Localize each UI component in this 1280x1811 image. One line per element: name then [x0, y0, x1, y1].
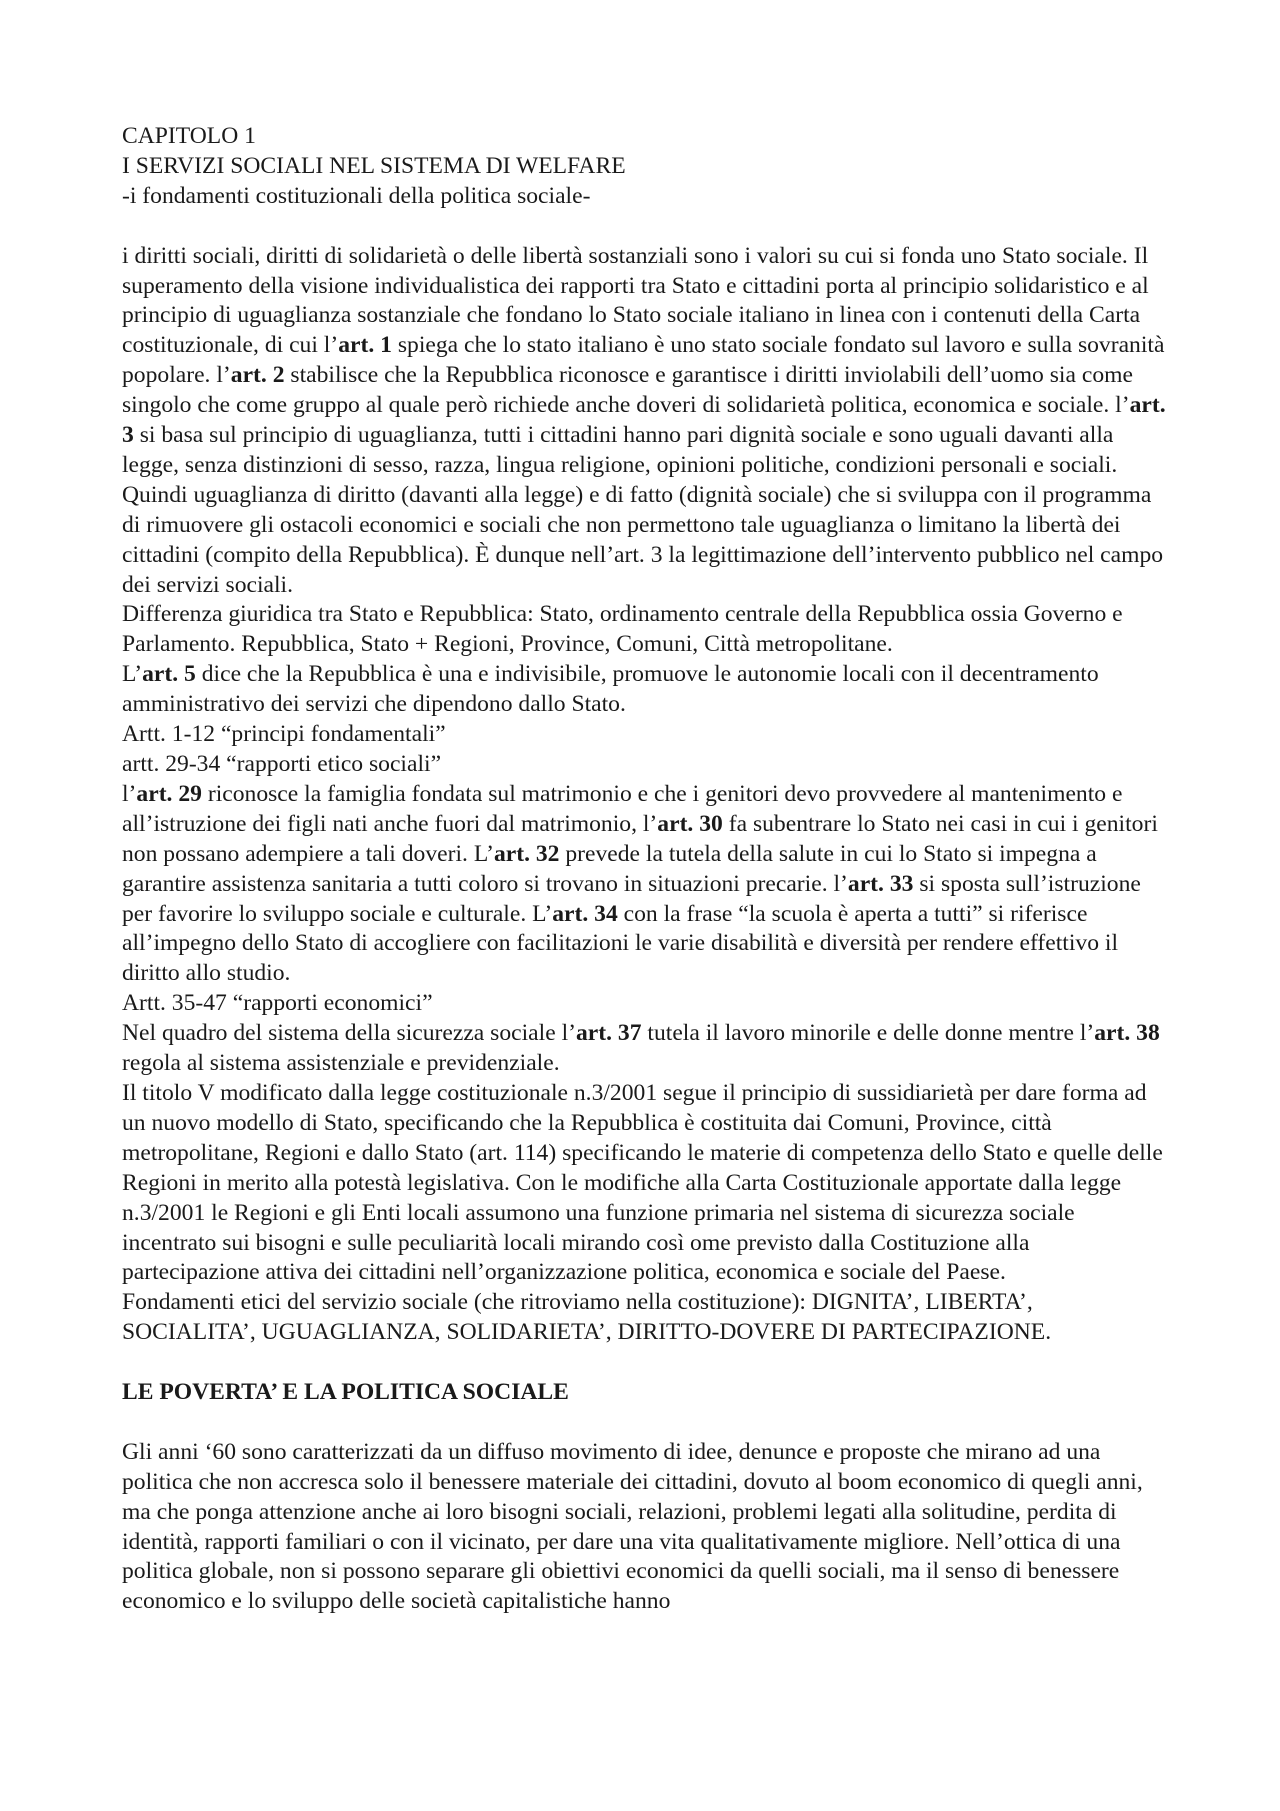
paragraph-fondamenti-etici: Fondamenti etici del servizio sociale (che ritroviamo nella costituzione): DIGNITA’, LIBERTA’, SOCIALITA’, UGUAGLIANZA, SOLIDARIETA’, DIRITTO-DOVERE DI PARTECIPAZIONE. [122, 1289, 1052, 1346]
line-principi-fondamentali: Artt. 1-12 “principi fondamentali” [122, 721, 446, 748]
paragraph-artt-29-34 [122, 780, 1168, 989]
article-ref: art. 30 [657, 810, 723, 837]
paragraph-titolo-v: Il titolo V modificato dalla legge costituzionale n.3/2001 segue il principio di sussidiarietà per dare forma ad un nuovo modello di Stato, specificando che la Repubblica è costituita dai Comuni, Province, città metropolitane, Regioni e dallo Stato (art. 114) specificando le materie di competenza dello Stato e quelle delle Regioni in merito alla potestà legislativa. Con le modifiche alla Carta Costituzionale apportate dalla legge n.3/2001 le Regioni e gli Enti locali assumono una funzione primaria nel sistema di sicurezza sociale incentrato sui bisogni e sulle peculiarità locali mirando così ome previsto dalla Costituzione alla partecipazione attiva dei cittadini nell’organizzazione politica, economica e sociale del Paese. [122, 1079, 1163, 1286]
paragraph-art5 [122, 660, 1168, 720]
text-run: riconosce la famiglia fondata sul matrimonio e che i genitori devo provvedere al mantenimento e all’istruzione dei figli nati anche fuori dal matrimonio, l’ [122, 780, 1123, 837]
paragraph-sicurezza-sociale [122, 1019, 1168, 1079]
blank-line [122, 212, 1168, 242]
article-ref: art. 29 [136, 780, 202, 807]
text-run: spiega che lo stato italiano è uno stato sociale fondato sul lavoro e sulla sovranità popolare. l’ [122, 332, 1165, 389]
text-run: tutela il lavoro minorile e delle donne mentre l’ [641, 1020, 1095, 1047]
text-run: dice che la Repubblica è una e indivisibile, promuove le autonomie locali con il decentramento amministrativo dei servizi che dipendono dallo Stato. [122, 661, 1099, 718]
text-run: i diritti sociali, diritti di solidarietà o delle libertà sostanziali sono i valori su cui si fonda uno Stato sociale. Il superamento della visione individualistica dei rapporti tra Stato e cittadini porta al principio solidaristico e al principio di uguaglianza sostanziale che fondano lo Stato sociale italiano in linea con i contenuti della Carta costituzionale, di cui l’ [122, 242, 1149, 359]
chapter-subtitle: -i fondamenti costituzionali della politica sociale- [122, 182, 591, 209]
text-run: prevede la tutela della salute in cui lo Stato si impegna a garantire assistenza sanitaria a tutti coloro si trovano in situazioni precarie. l’ [122, 840, 1097, 897]
line-rapporti-economici: Artt. 35-47 “rapporti economici” [122, 990, 433, 1017]
line-rapporti-etico-sociali: artt. 29-34 “rapporti etico sociali” [122, 751, 442, 778]
article-ref: art. 1 [338, 332, 392, 359]
paragraph-anni-60: Gli anni ‘60 sono caratterizzati da un diffuso movimento di idee, denunce e proposte che mirano ad una politica che non accresca solo il benessere materiale dei cittadini, dovuto al boom economico di quegli anni, ma che ponga attenzione anche ai loro bisogni sociali, relazioni, problemi legati alla solitudine, perdita di identità, rapporti familiari o con il vicinato, per dare una vita qualitativamente migliore. Nell’ottica di una politica globale, non si possono separare gli obiettivi economici da quelli sociali, ma il senso di benessere economico e lo sviluppo delle società capitalistiche hanno [122, 1438, 1143, 1615]
blank-line [122, 1348, 1168, 1378]
text-run: regola al sistema assistenziale e previdenziale. [122, 1050, 560, 1077]
paragraph-stato-repubblica: Differenza giuridica tra Stato e Repubblica: Stato, ordinamento centrale della Repubblica ossia Governo e Parlamento. Repubblica, Stato + Regioni, Province, Comuni, Città metropolitane. [122, 601, 1123, 658]
section-heading: LE POVERTA’ E LA POLITICA SOCIALE [122, 1379, 569, 1406]
article-ref: art. 38 [1094, 1020, 1160, 1047]
blank-line [122, 1408, 1168, 1438]
article-ref: art. 2 [230, 362, 285, 389]
text-run: fa subentrare lo Stato nei casi in cui i genitori non possano adempiere a tali doveri. L’ [122, 810, 1158, 867]
text-run: si sposta sull’istruzione per favorire lo sviluppo sociale e culturale. L’ [122, 870, 1141, 927]
paragraph-constitutional-foundations [122, 242, 1168, 601]
article-ref: art. 3 [122, 392, 1166, 449]
text-run: con la frase “la scuola è aperta a tutti” si riferisce all’impegno dello Stato di accogliere con facilitazioni le varie disabilità e diversità per rendere effettivo il diritto allo studio. [122, 900, 1119, 987]
text-run: l’ [122, 780, 137, 807]
text-run: stabilisce che la Repubblica riconosce e garantisce i diritti inviolabili dell’uomo sia come singolo che come gruppo al quale però richiede anche doveri di solidarietà politica, economica e sociale. l’ [122, 362, 1133, 419]
text-run: si basa sul principio di uguaglianza, tutti i cittadini hanno pari dignità sociale e sono uguali davanti alla legge, senza distinzioni di sesso, razza, lingua religione, opinioni politiche, condizioni personali e sociali. Quindi uguaglianza di diritto (davanti alla legge) e di fatto (dignità sociale) che si sviluppa con il programma di rimuovere gli ostacoli economici e sociali che non permettono tale uguaglianza o limitano la libertà dei cittadini (compito della Repubblica). È dunque nell’art. 3 la legittimazione dell’intervento pubblico nel campo dei servizi sociali. [122, 422, 1164, 598]
chapter-title: I SERVIZI SOCIALI NEL SISTEMA DI WELFARE [122, 152, 626, 179]
document-body [122, 122, 1168, 1617]
article-ref: art. 5 [142, 661, 196, 688]
article-ref: art. 32 [493, 840, 560, 867]
article-ref: art. 37 [575, 1020, 642, 1047]
article-ref: art. 34 [552, 900, 618, 927]
chapter-number: CAPITOLO 1 [122, 123, 256, 149]
text-run: Nel quadro del sistema della sicurezza sociale l’ [122, 1020, 576, 1047]
text-run: L’ [122, 661, 143, 688]
article-ref: art. 33 [847, 870, 914, 897]
